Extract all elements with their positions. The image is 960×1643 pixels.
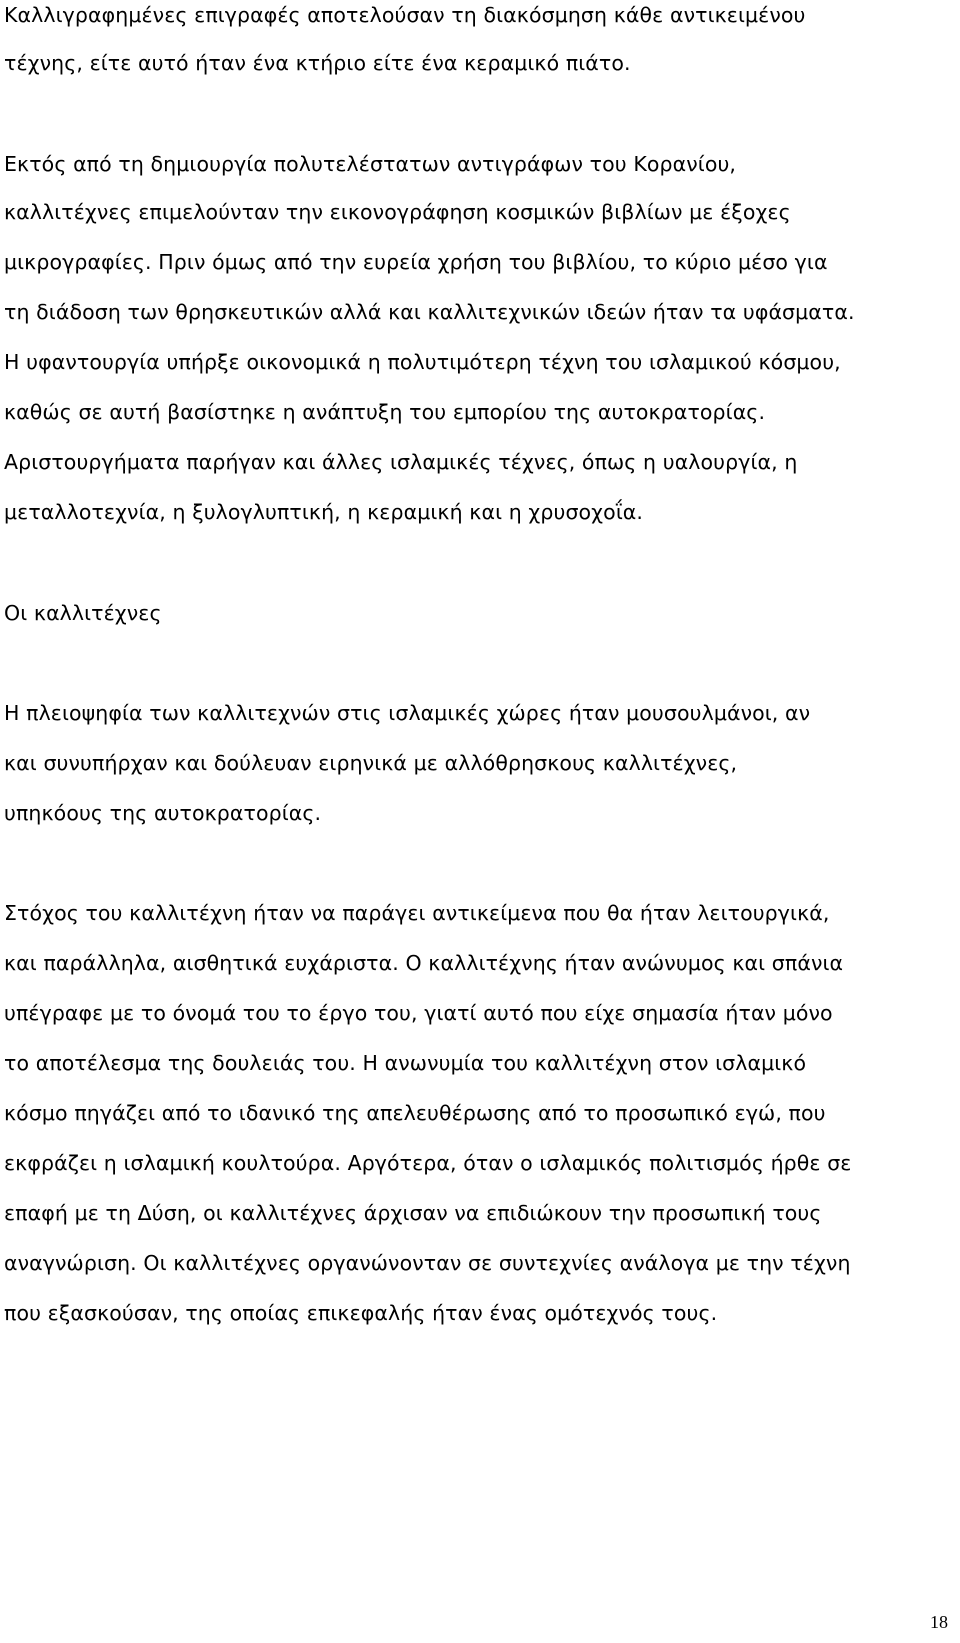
text-line: Εκτός από τη δημιουργία πολυτελέστατων αντιγράφων του Κορανίου, (4, 152, 737, 176)
text-line: Καλλιγραφημένες επιγραφές αποτελούσαν τη διακόσμηση κάθε αντικειμένου (4, 3, 806, 27)
text-line: τέχνης, είτε αυτό ήταν ένα κτήριο είτε ένα κεραμικό πιάτο. (4, 51, 631, 75)
page-number: 18 (930, 1612, 948, 1632)
text-line: και παράλληλα, αισθητικά ευχάριστα. Ο καλλιτέχνης ήταν ανώνυμος και σπάνια (4, 951, 844, 975)
text-line: υπηκόους της αυτοκρατορίας. (4, 801, 322, 825)
text-line: εκφράζει η ισλαμική κουλτούρα. Αργότερα, όταν ο ισλαμικός πολιτισμός ήρθε σε (4, 1151, 852, 1175)
text-line: και συνυπήρχαν και δούλευαν ειρηνικά με αλλόθρησκους καλλιτέχνες, (4, 751, 738, 775)
text-line: καλλιτέχνες επιμελούνταν την εικονογράφηση κοσμικών βιβλίων με έξοχες (4, 200, 791, 224)
text-line: καθώς σε αυτή βασίστηκε η ανάπτυξη του εμπορίου της αυτοκρατορίας. (4, 400, 766, 424)
text-line: Στόχος του καλλιτέχνη ήταν να παράγει αντικείμενα που θα ήταν λειτουργικά, (4, 901, 830, 925)
text-line: το αποτέλεσμα της δουλειάς του. Η ανωνυμία του καλλιτέχνη στον ισλαμικό (4, 1051, 807, 1075)
text-line: κόσμο πηγάζει από το ιδανικό της απελευθέρωσης από το προσωπικό εγώ, που (4, 1101, 826, 1125)
text-line: Η υφαντουργία υπήρξε οικονομικά η πολυτιμότερη τέχνη του ισλαμικού κόσμου, (4, 350, 841, 374)
text-line: αναγνώριση. Οι καλλιτέχνες οργανώνονταν σε συντεχνίες ανάλογα με την τέχνη (4, 1251, 851, 1275)
text-line: μεταλλοτεχνία, η ξυλογλυπτική, η κεραμική και η χρυσοχοΐα. (4, 500, 644, 524)
text-line: μικρογραφίες. Πριν όμως από την ευρεία χρήση του βιβλίου, το κύριο μέσο για (4, 250, 828, 274)
text-line: υπέγραφε με το όνομά του το έργο του, γιατί αυτό που είχε σημασία ήταν μόνο (4, 1001, 833, 1025)
text-line: επαφή με τη Δύση, οι καλλιτέχνες άρχισαν να επιδιώκουν την προσωπική τους (4, 1201, 822, 1225)
text-line: Η πλειοψηφία των καλλιτεχνών στις ισλαμικές χώρες ήταν μουσουλμάνοι, αν (4, 701, 811, 725)
section-heading: Οι καλλιτέχνες (4, 601, 162, 625)
text-line: τη διάδοση των θρησκευτικών αλλά και καλλιτεχνικών ιδεών ήταν τα υφάσματα. (4, 300, 855, 324)
text-line: που εξασκούσαν, της οποίας επικεφαλής ήταν ένας ομότεχνός τους. (4, 1301, 718, 1325)
text-line: Αριστουργήματα παρήγαν και άλλες ισλαμικές τέχνες, όπως η υαλουργία, η (4, 450, 798, 474)
